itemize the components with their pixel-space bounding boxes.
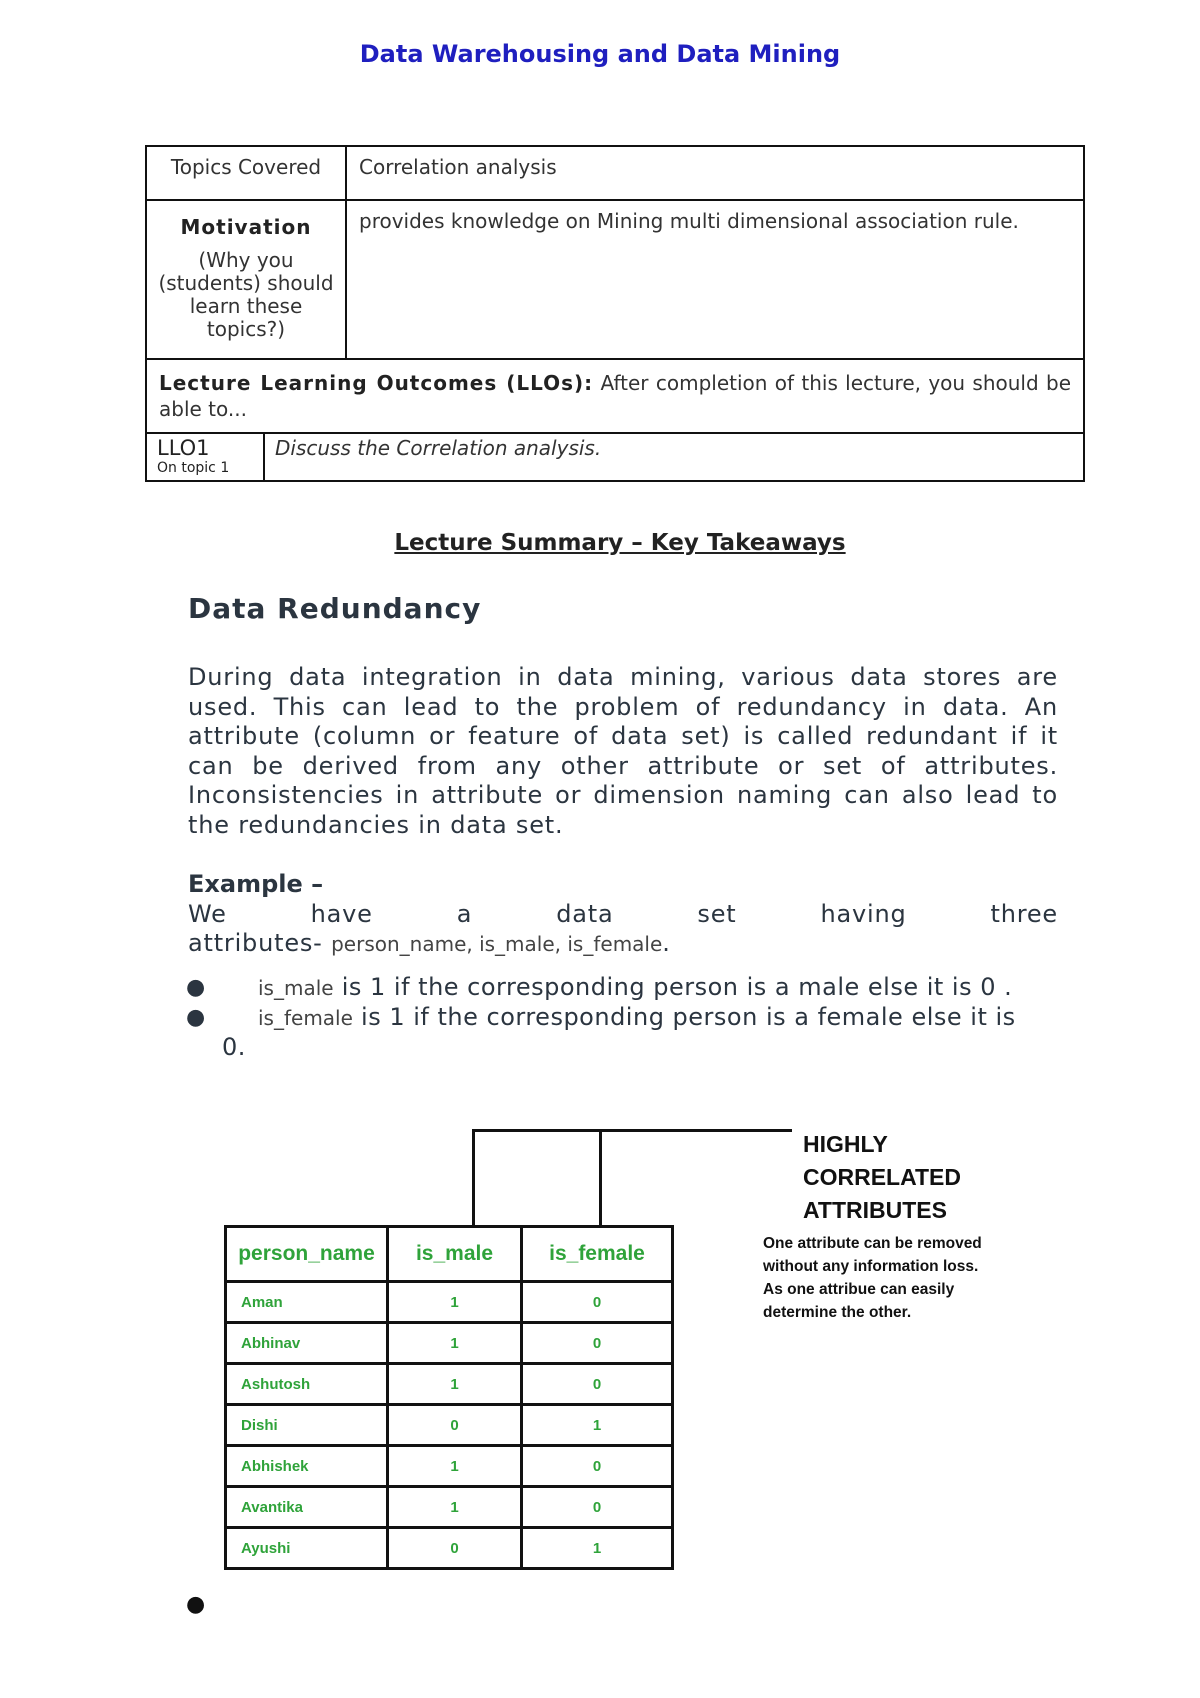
note-line: without any information loss. bbox=[763, 1258, 979, 1275]
bullet-item bbox=[180, 973, 1060, 1003]
cell-is-female: 1 bbox=[522, 1528, 673, 1569]
bullet-continuation: 0. bbox=[222, 1033, 246, 1061]
example-line-1: We have a data set having three bbox=[188, 900, 1058, 928]
bracket-left-line bbox=[472, 1129, 475, 1225]
attribute-bullets bbox=[180, 973, 1060, 1062]
table-row bbox=[226, 1487, 673, 1528]
motivation-row bbox=[147, 201, 1083, 360]
topics-label: Topics Covered bbox=[147, 147, 347, 199]
column-header: person_name bbox=[226, 1227, 388, 1282]
cell-is-female: 0 bbox=[522, 1282, 673, 1323]
table-row bbox=[226, 1323, 673, 1364]
motivation-value: provides knowledge on Mining multi dimensional association rule. bbox=[359, 209, 1019, 233]
llo1-text: Discuss the Correlation analysis. bbox=[275, 436, 602, 460]
title-line: HIGHLY bbox=[803, 1131, 888, 1157]
cell-is-male: 1 bbox=[388, 1364, 522, 1405]
bullet-text: is 1 if the corresponding person is a female else it is bbox=[352, 1003, 1016, 1031]
table-row bbox=[226, 1528, 673, 1569]
cell-is-female: 0 bbox=[522, 1323, 673, 1364]
title-line: ATTRIBUTES bbox=[803, 1197, 947, 1223]
motivation-cell bbox=[147, 201, 347, 358]
column-header: is_male bbox=[388, 1227, 522, 1282]
bullet-dot-icon: ● bbox=[186, 975, 206, 1000]
cell-person-name: Aman bbox=[226, 1282, 388, 1323]
note-line: One attribute can be removed bbox=[763, 1235, 982, 1252]
bullet-attr: is_male bbox=[258, 976, 334, 1000]
title-line: CORRELATED bbox=[803, 1164, 962, 1190]
example-lead: attributes- bbox=[188, 929, 323, 957]
cell-is-male: 0 bbox=[388, 1405, 522, 1446]
table-header-row bbox=[226, 1227, 673, 1282]
cell-person-name: Avantika bbox=[226, 1487, 388, 1528]
lecture-info-table bbox=[145, 145, 1085, 482]
llo-heading: Lecture Learning Outcomes (LLOs): bbox=[159, 371, 594, 395]
empty-bullet-icon: ● bbox=[186, 1592, 206, 1617]
cell-person-name: Abhinav bbox=[226, 1323, 388, 1364]
bracket-top-line bbox=[472, 1129, 792, 1132]
example-line-2 bbox=[188, 929, 671, 957]
topics-row bbox=[147, 147, 1083, 201]
cell-is-female: 0 bbox=[522, 1487, 673, 1528]
example-end: . bbox=[662, 929, 671, 957]
cell-is-male: 1 bbox=[388, 1282, 522, 1323]
cell-is-male: 1 bbox=[388, 1446, 522, 1487]
cell-is-female: 0 bbox=[522, 1364, 673, 1405]
table-row bbox=[226, 1282, 673, 1323]
motivation-label: Motivation bbox=[180, 215, 312, 239]
cell-is-male: 1 bbox=[388, 1487, 522, 1528]
section-heading: Data Redundancy bbox=[188, 592, 482, 625]
note-line: determine the other. bbox=[763, 1304, 912, 1321]
llo-heading-row bbox=[147, 360, 1083, 434]
bracket-right-line bbox=[599, 1129, 602, 1225]
bullet-item bbox=[180, 1003, 1060, 1062]
column-header: is_female bbox=[522, 1227, 673, 1282]
llo1-id-cell bbox=[147, 434, 265, 480]
motivation-subtitle: (Why you (students) should learn these topics?) bbox=[158, 248, 334, 341]
example-attributes: person_name, is_male, is_female bbox=[331, 932, 663, 956]
llo1-row bbox=[147, 434, 1083, 480]
llo-heading-cell bbox=[147, 360, 1083, 432]
bullet-text: is 1 if the corresponding person is a male else it is 0 . bbox=[333, 973, 1013, 1001]
correlated-attributes-title bbox=[803, 1128, 961, 1227]
correlation-note bbox=[763, 1232, 982, 1324]
example-data-table bbox=[224, 1225, 674, 1570]
llo1-id: LLO1 bbox=[157, 436, 210, 460]
document-title: Data Warehousing and Data Mining bbox=[359, 40, 841, 68]
table-row bbox=[226, 1405, 673, 1446]
table-row bbox=[226, 1446, 673, 1487]
cell-is-female: 0 bbox=[522, 1446, 673, 1487]
bullet-attr: is_female bbox=[258, 1006, 353, 1030]
redundancy-paragraph: During data integration in data mining, various data stores are used. This can lead to the problem of redundancy in data. An attribute (column or feature of data set) is called redundant if it can be derived from any other attribute or set of attributes. Inconsistencies in attribute or dimension naming can also lead to the redundancies in data set. bbox=[188, 663, 1058, 839]
example-label: Example – bbox=[188, 870, 324, 898]
llo-intro: After completion of this lecture, you should be able to... bbox=[159, 371, 1071, 421]
cell-person-name: Abhishek bbox=[226, 1446, 388, 1487]
bullet-dot-icon: ● bbox=[186, 1005, 206, 1030]
cell-person-name: Ashutosh bbox=[226, 1364, 388, 1405]
table-row bbox=[226, 1364, 673, 1405]
cell-is-female: 1 bbox=[522, 1405, 673, 1446]
llo1-topic: On topic 1 bbox=[157, 460, 230, 476]
cell-person-name: Ayushi bbox=[226, 1528, 388, 1569]
summary-title: Lecture Summary – Key Takeaways bbox=[394, 530, 846, 556]
note-line: As one attribue can easily bbox=[763, 1281, 955, 1298]
cell-is-male: 1 bbox=[388, 1323, 522, 1364]
cell-is-male: 0 bbox=[388, 1528, 522, 1569]
cell-person-name: Dishi bbox=[226, 1405, 388, 1446]
topics-value: Correlation analysis bbox=[359, 155, 557, 179]
